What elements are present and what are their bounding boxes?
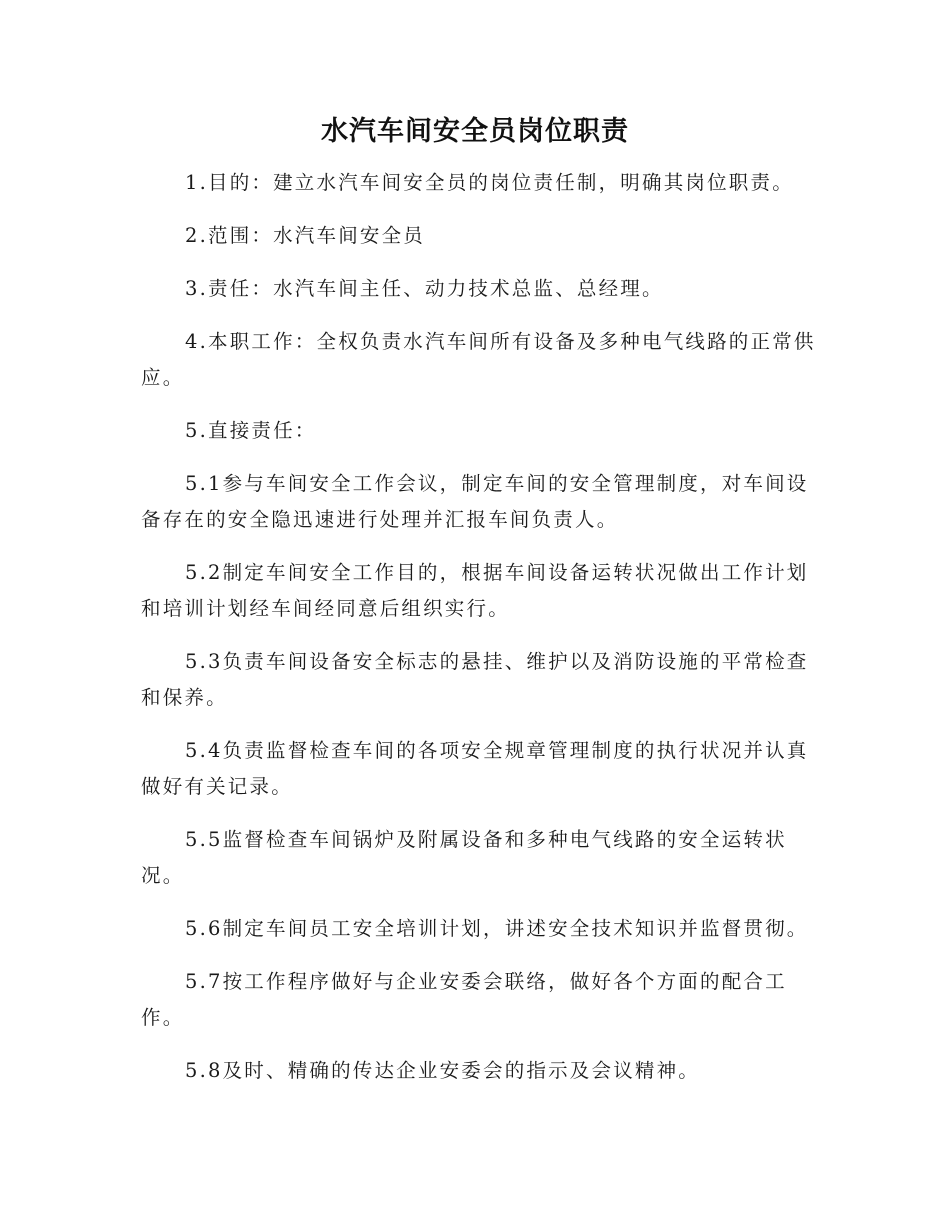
paragraph-scope: 2.范围：水汽车间安全员 — [185, 224, 426, 247]
paragraph-item-5-1: 5.1参与车间安全工作会议，制定车间的安全管理制度，对车间设备存在的安全隐迅速进行处理并汇报车间负责人。 — [141, 472, 809, 531]
paragraph-item-5-8: 5.8及时、精确的传达企业安委会的指示及会议精神。 — [185, 1059, 701, 1082]
paragraph-item-5-7: 5.7按工作程序做好与企业安委会联络，做好各个方面的配合工作。 — [141, 970, 787, 1029]
paragraph-item-5-2: 5.2制定车间安全工作目的，根据车间设备运转状况做出工作计划和培训计划经车间经同意后组织实行。 — [141, 561, 809, 620]
paragraph-direct-responsibility: 5.直接责任： — [185, 419, 317, 442]
paragraph-responsibility: 3.责任：水汽车间主任、动力技术总监、总经理。 — [185, 277, 664, 300]
paragraph-main-duty: 4.本职工作：全权负责水汽车间所有设备及多种电气线路的正常供应。 — [141, 330, 816, 389]
document-title: 水汽车间安全员岗位职责 — [321, 116, 629, 147]
paragraph-item-5-6: 5.6制定车间员工安全培训计划，讲述安全技术知识并监督贯彻。 — [185, 917, 809, 940]
paragraph-purpose: 1.目的：建立水汽车间安全员的岗位责任制，明确其岗位职责。 — [185, 171, 794, 194]
paragraph-item-5-4: 5.4负责监督检查车间的各项安全规章管理制度的执行状况并认真做好有关记录。 — [141, 739, 809, 798]
paragraph-item-5-5: 5.5监督检查车间锅炉及附属设备和多种电气线路的安全运转状况。 — [141, 828, 787, 887]
document-body — [141, 165, 816, 1106]
paragraph-item-5-3: 5.3负责车间设备安全标志的悬挂、维护以及消防设施的平常检查和保养。 — [141, 650, 809, 709]
